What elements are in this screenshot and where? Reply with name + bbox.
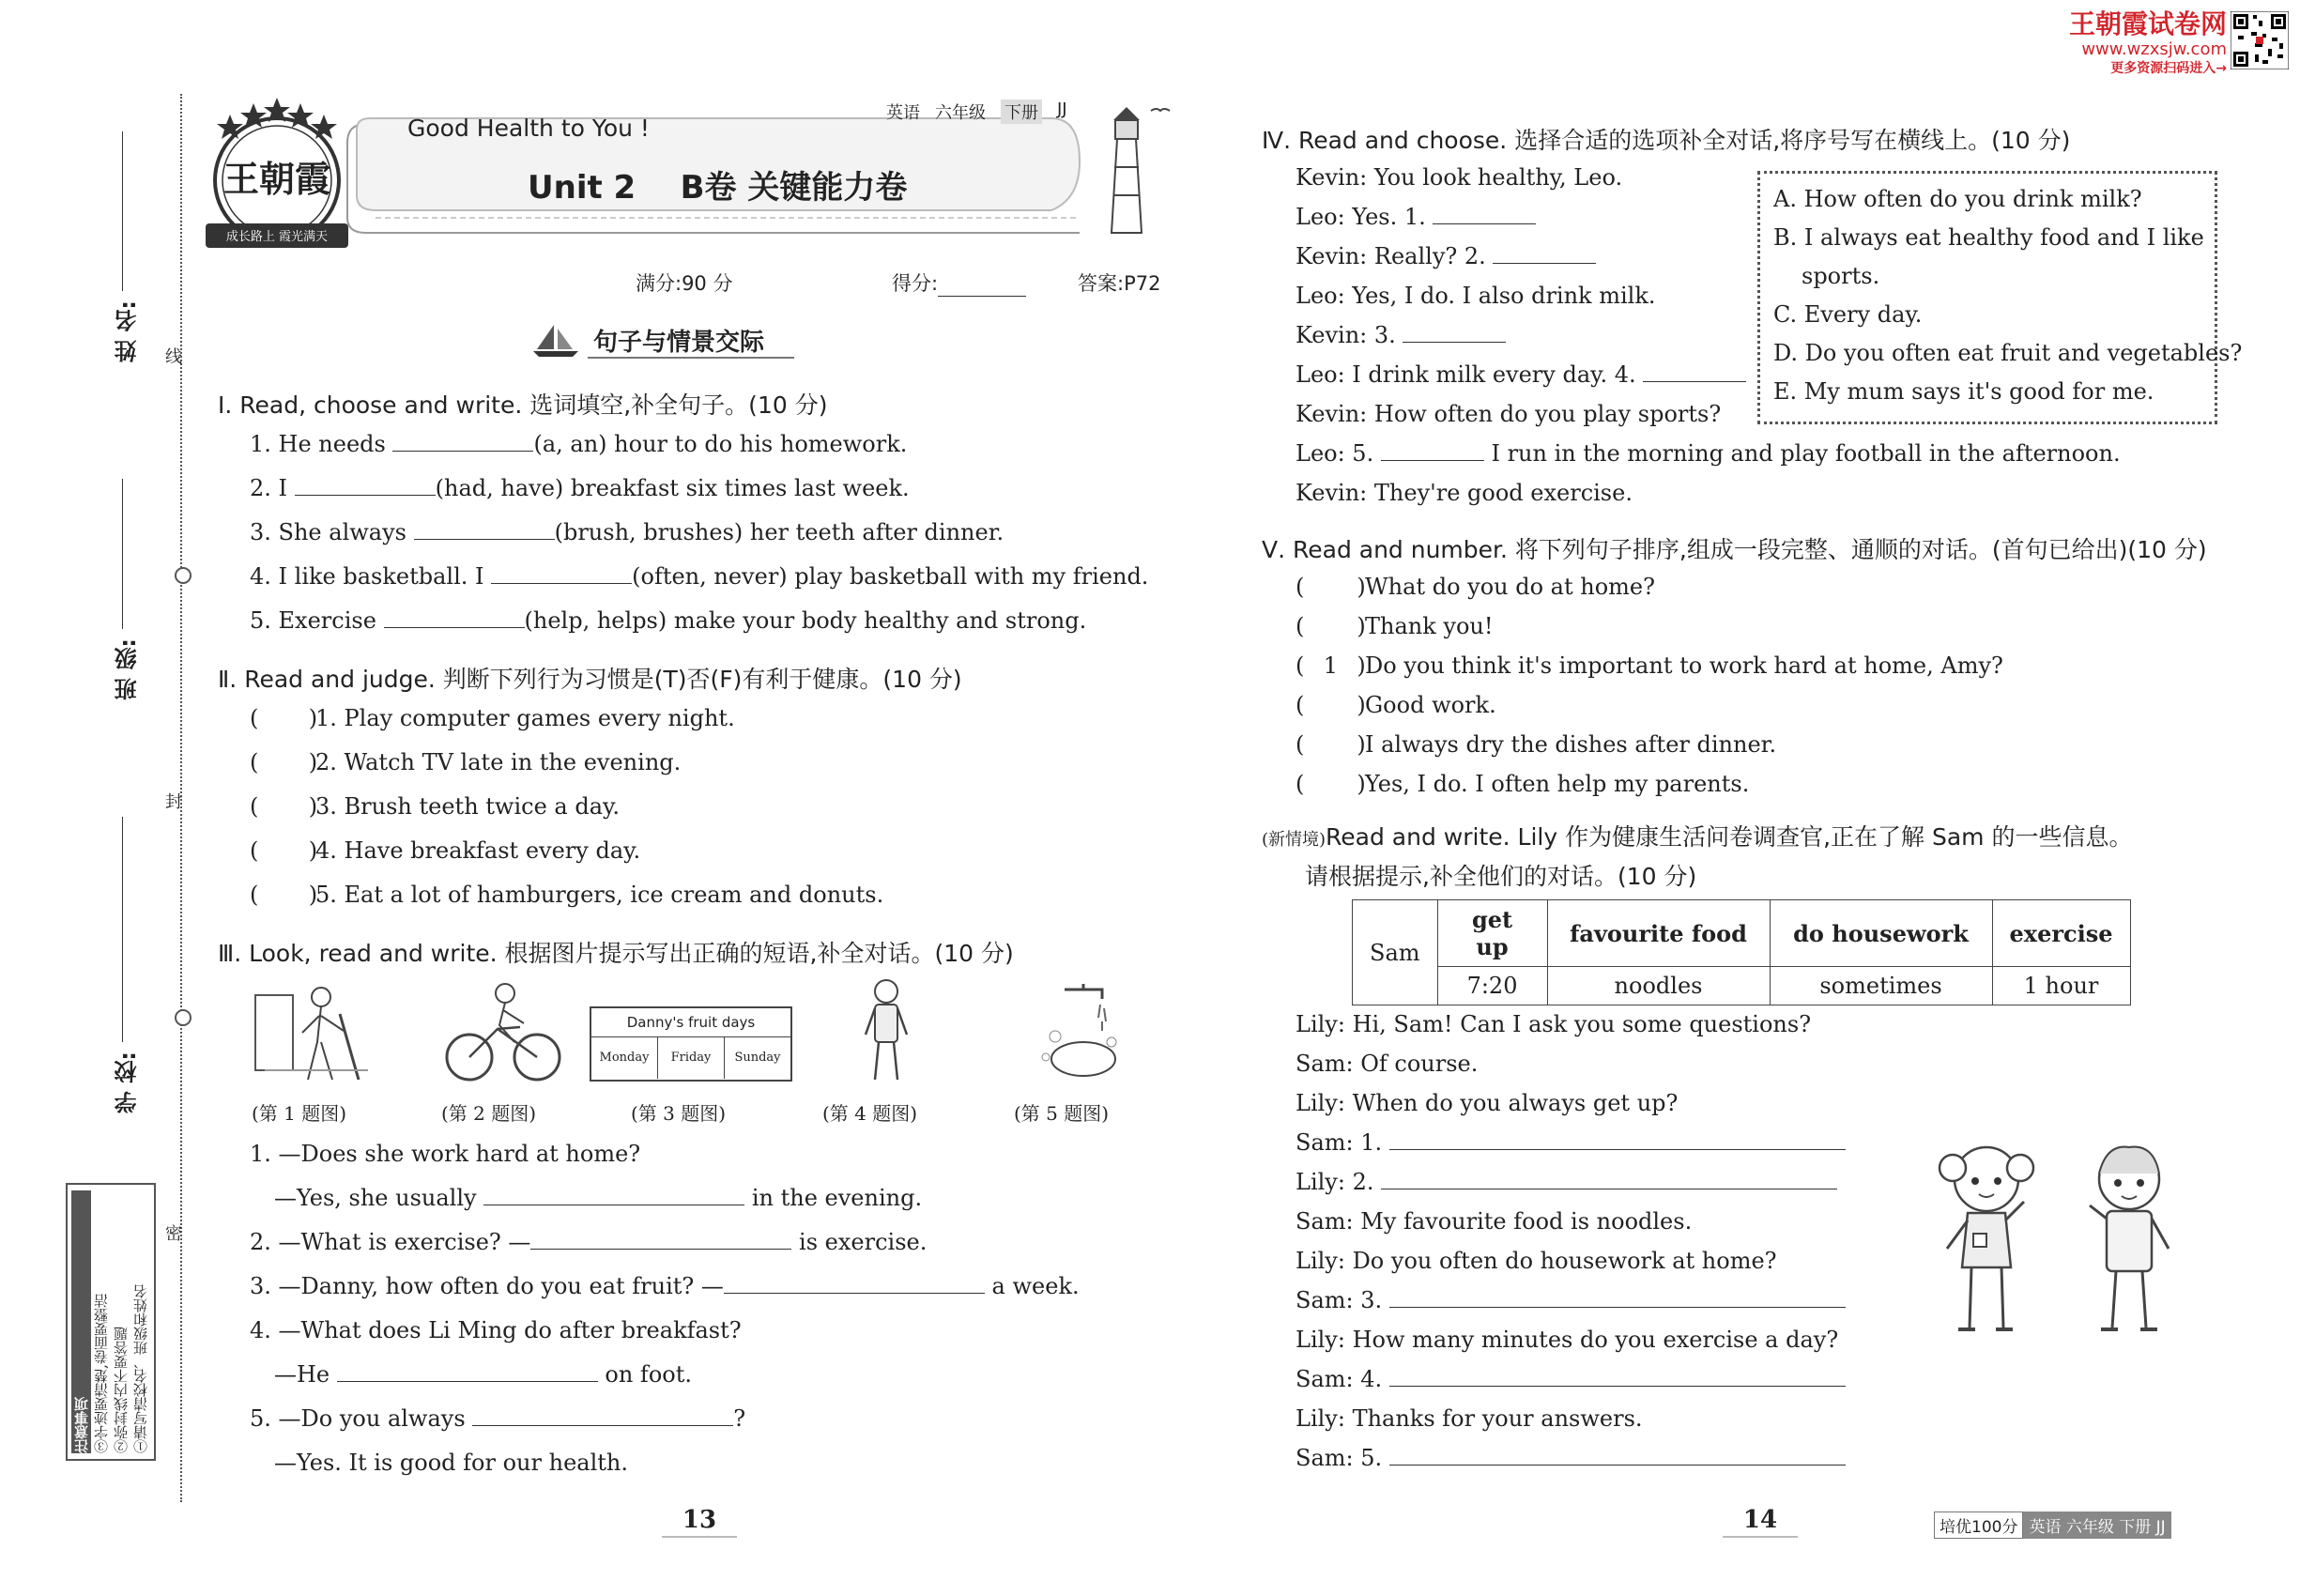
item-text: Good work. (1365, 692, 1496, 718)
fruit-day: Monday (591, 1037, 658, 1079)
footer-tag-2: 英语 六年级 下册 JJ (2023, 1512, 2170, 1539)
item-text: 5. —Do you always (250, 1405, 473, 1432)
brand-qr-hint: 更多资源扫码进入→ (2110, 61, 2227, 76)
item-text: a week. (984, 1273, 1080, 1299)
part1-title: Ⅰ. Read, choose and write. 选词填空,补全句子。(10 分) (218, 391, 828, 419)
item-text: Kevin: Really? 2. (1296, 243, 1494, 269)
item-text: is exercise. (791, 1229, 928, 1255)
name-label: 姓 名: (115, 300, 141, 362)
item-text: (brush, brushes) her teeth after dinner. (554, 519, 1004, 545)
item-text: 4. —What does Li Ming do after breakfast? (250, 1317, 742, 1343)
dialog-line (1296, 1326, 1838, 1354)
dialog-line (1296, 1050, 1478, 1078)
part3-line (250, 1272, 1080, 1300)
logo-text: 王朝霞 (222, 158, 330, 200)
unit-subtitle: Good Health to You ! (407, 115, 650, 142)
table-cell: sometimes (1770, 967, 1992, 1005)
dialog-line (1296, 1128, 1846, 1157)
dialog-line (1296, 242, 1596, 270)
part1-item (250, 518, 1004, 546)
blank-field[interactable] (1389, 1128, 1846, 1150)
item-text: (had, have) breakfast six times last week. (435, 475, 910, 501)
item-text: Sam: My favourite food is noodles. (1296, 1208, 1693, 1235)
item-text: Sam: 1. (1296, 1129, 1383, 1156)
tag-subject: 英语 (886, 103, 920, 123)
item-text: —Yes, she usually (274, 1185, 484, 1211)
order-item (1296, 770, 1749, 798)
item-text: What do you do at home? (1365, 574, 1655, 600)
item-text: I run in the morning and play football in the afternoon. (1483, 440, 2121, 467)
order-item (1296, 691, 1496, 719)
blank-field[interactable] (1403, 321, 1506, 343)
part1-item (250, 474, 910, 502)
page-number-left (657, 1506, 742, 1538)
dialog-line (1296, 321, 1506, 349)
notes-box (66, 1183, 156, 1461)
part1-item (250, 562, 1148, 591)
answer-paren[interactable]: ( ) (1296, 613, 1366, 639)
order-item (1296, 573, 1655, 601)
footer-tag (1934, 1512, 2171, 1539)
notes-title: 注意事项 (71, 1190, 91, 1453)
name-field[interactable] (111, 131, 139, 366)
item-text: —Yes. It is good for our health. (274, 1450, 628, 1476)
lily-illustration (1930, 1136, 2043, 1343)
item-text: 2. I (250, 475, 295, 501)
answer-paren[interactable]: ( ) (1296, 574, 1366, 600)
tag-term: 下册 (1001, 100, 1042, 124)
item-text: 3. She always (250, 519, 414, 545)
item-text: Sam: 5. (1296, 1445, 1383, 1471)
picture-4-walking (852, 976, 918, 1089)
blank-field[interactable] (384, 606, 525, 628)
new-context-tag: (新情境) (1262, 830, 1326, 850)
class-field[interactable] (111, 479, 139, 714)
order-item (1296, 652, 2003, 680)
item-text: ? (733, 1405, 746, 1432)
footer-tag-1: 培优100分 (1934, 1512, 2023, 1539)
dialog-line (1296, 282, 1656, 310)
item-text: 2. —What is exercise? — (250, 1229, 531, 1255)
dialog-line (1296, 1089, 1678, 1117)
answer-paren[interactable]: ( ) (250, 882, 318, 908)
item-text: 5. Exercise (250, 607, 384, 634)
school-label: 学 校: (115, 1051, 141, 1113)
blank-field[interactable] (724, 1272, 985, 1294)
school-field[interactable] (111, 817, 139, 1127)
table-row-label: Sam (1353, 900, 1438, 1005)
answer-ref: 答案:P72 (1078, 272, 1161, 295)
note-2: ②弥封线内不要答题 (113, 1327, 130, 1453)
page-number-right (1718, 1506, 1802, 1538)
item-text: Kevin: You look healthy, Leo. (1296, 164, 1623, 191)
item-text: Kevin: How often do you play sports? (1296, 401, 1722, 427)
option-d: D. Do you often eat fruit and vegetables? (1773, 340, 2243, 366)
item-text: 1. He needs (250, 431, 393, 457)
brand-url[interactable]: www.wzxsjw.com (2081, 39, 2227, 59)
item-text: Kevin: 3. (1296, 322, 1403, 348)
page-title: Unit 2 B卷 关键能力卷 (528, 169, 908, 207)
caption: (第 4 题图) (822, 1102, 918, 1125)
table-cell: noodles (1547, 967, 1770, 1005)
table-header: exercise (1992, 900, 2130, 967)
dialog-line (1296, 1010, 1811, 1038)
section-heading (531, 317, 813, 362)
logo-slogan: 成长路上 霞光满天 (225, 230, 329, 244)
blank-field[interactable] (1389, 1286, 1846, 1308)
item-text: 4. I like basketball. I (250, 563, 492, 590)
option-b-cont: sports. (1802, 263, 1880, 289)
qr-code[interactable] (2231, 11, 2289, 69)
caption: (第 3 题图) (631, 1102, 727, 1125)
binding-hole-icon (175, 567, 192, 584)
item-text: Thank you! (1365, 613, 1494, 639)
cut-mark-1: 线 (165, 347, 182, 367)
answer-paren[interactable]: ( ) (250, 837, 318, 864)
blank-field[interactable] (295, 474, 436, 496)
item-text: Do you think it's important to work hard at home, Amy? (1365, 652, 2003, 679)
blank-field[interactable] (530, 1228, 791, 1250)
fruit-days-table (590, 1006, 792, 1082)
item-text: Leo: 5. (1296, 440, 1381, 467)
part3-line (250, 1228, 927, 1256)
item-text: Lily: 2. (1296, 1169, 1374, 1195)
option-b: B. I always eat healthy food and I like (1773, 224, 2204, 251)
score-label: 得分: (892, 272, 939, 295)
sam-info-table (1352, 899, 2131, 1005)
dialog-line (1296, 1247, 1777, 1275)
picture-2-cycling (443, 976, 565, 1089)
item-text: (often, never) play basketball with my friend. (632, 563, 1149, 590)
blank-field[interactable] (414, 518, 555, 540)
option-a: A. How often do you drink milk? (1773, 186, 2142, 212)
part3-title: Ⅲ. Look, read and write. 根据图片提示写出正确的短语,补全对话。(10 分) (218, 940, 1014, 967)
blank-field[interactable] (1389, 1444, 1846, 1466)
part2-title: Ⅱ. Read and judge. 判断下列行为习惯是(T)否(F)有利于健康。(10 分) (218, 666, 962, 693)
blank-field[interactable] (1493, 242, 1596, 264)
blank-field[interactable] (483, 1184, 744, 1205)
part3-line (274, 1360, 692, 1389)
table-cell: 7:20 (1437, 967, 1547, 1005)
blank-field[interactable] (337, 1360, 598, 1382)
item-text: 4. Have breakfast every day. (315, 837, 641, 864)
blank-field[interactable] (472, 1404, 733, 1426)
dialog-line (1296, 1286, 1846, 1314)
item-text: in the evening. (744, 1185, 923, 1211)
part1-item (250, 606, 1086, 635)
caption: (第 2 题图) (441, 1102, 537, 1125)
item-text: Leo: Yes. 1. (1296, 204, 1434, 230)
part2-item (250, 748, 681, 776)
note-3: ③字迹要清楚,卷面要整洁 (93, 1294, 110, 1453)
item-text: Leo: I drink milk every day. 4. (1296, 361, 1644, 388)
part2-item (250, 836, 640, 865)
dialog-line (1296, 203, 1536, 231)
answer-paren[interactable]: ( 1 ) (1296, 652, 1366, 679)
cut-mark-2: 封 (165, 792, 182, 812)
picture-1-housework (246, 976, 377, 1089)
item-text: Sam: 3. (1296, 1287, 1383, 1313)
item-text: Yes, I do. I often help my parents. (1365, 771, 1750, 797)
fruit-day: Sunday (734, 1051, 781, 1065)
item-text: 2. Watch TV late in the evening. (315, 749, 682, 775)
sailboat-icon (531, 321, 580, 359)
part5-title: Ⅴ. Read and number. 将下列句子排序,组成一段完整、通顺的对话。(首句已给出)(10 分) (1262, 536, 2207, 563)
table-cell: 1 hour (1992, 967, 2130, 1005)
part6-title-line2: 请根据提示,补全他们的对话。(10 分) (1305, 863, 1697, 890)
dialog-line (1296, 400, 1721, 428)
item-text: (help, helps) make your body healthy and strong. (524, 607, 1087, 634)
dialog-line (1296, 1207, 1692, 1235)
part3-line (274, 1184, 922, 1212)
full-score: 满分:90 分 (636, 272, 733, 295)
item-text: 1. —Does she work hard at home? (250, 1141, 641, 1167)
item-text: (a, an) hour to do his homework. (533, 431, 908, 457)
cut-mark-3: 密 (165, 1224, 182, 1244)
item-text: Lily: Do you often do housework at home? (1296, 1248, 1777, 1274)
item-text: on foot. (597, 1361, 692, 1388)
binding-hole-icon (175, 1009, 192, 1026)
fruit-day: Friday (658, 1037, 725, 1079)
order-item (1296, 730, 1776, 759)
blank-field[interactable] (1389, 1365, 1846, 1387)
answer-paren[interactable]: ( ) (250, 749, 318, 775)
item-text: Lily: When do you always get up? (1296, 1090, 1679, 1116)
part3-line (250, 1316, 742, 1344)
dialog-line (1296, 163, 1622, 192)
item-text: Sam: Of course. (1296, 1051, 1479, 1077)
item-text: Lily: How many minutes do you exercise a day? (1296, 1327, 1839, 1353)
tag-edition: JJ (1057, 100, 1067, 119)
dialog-line (1296, 479, 1633, 507)
item-text: Lily: Hi, Sam! Can I ask you some questions? (1296, 1011, 1812, 1037)
table-header: favourite food (1547, 900, 1770, 967)
table-header: do housework (1770, 900, 1992, 967)
caption: (第 1 题图) (252, 1102, 347, 1125)
blank-field[interactable] (1381, 439, 1484, 461)
item-text: 3. —Danny, how often do you eat fruit? — (250, 1273, 724, 1299)
part3-line (250, 1140, 640, 1168)
sam-illustration (2078, 1136, 2182, 1343)
lighthouse-icon (1089, 101, 1173, 242)
item-text: Kevin: They're good exercise. (1296, 480, 1633, 506)
dialog-line (1296, 1365, 1846, 1393)
order-item (1296, 612, 1494, 640)
tag-grade: 六年级 (935, 103, 986, 123)
option-c: C. Every day. (1773, 301, 1923, 328)
part2-item (250, 704, 735, 732)
dialog-line (1296, 439, 2121, 468)
answer-paren[interactable]: ( ) (1296, 692, 1366, 718)
page-number: 13 (682, 1506, 717, 1534)
blank-field[interactable] (1381, 1168, 1837, 1189)
item-text: 3. Brush teeth twice a day. (315, 793, 621, 820)
blank-field[interactable] (1643, 361, 1746, 382)
item-text: Leo: Yes, I do. I also drink milk. (1296, 283, 1656, 309)
class-label: 班 级: (115, 638, 141, 700)
item-text: Lily: Thanks for your answers. (1296, 1405, 1643, 1432)
item-text: I always dry the dishes after dinner. (1365, 731, 1777, 758)
section-title: 句子与情景交际 (593, 329, 765, 357)
grade-tags (886, 100, 1067, 124)
part3-line (274, 1449, 628, 1477)
dialog-line (1296, 1168, 1837, 1196)
fruit-days-title: Danny's fruit days (591, 1008, 790, 1037)
answer-paren[interactable]: ( ) (250, 705, 318, 731)
dialog-line (1296, 1444, 1846, 1472)
part2-item (250, 792, 620, 821)
options-box (1757, 171, 2243, 424)
dialog-line (1296, 361, 1746, 389)
part4-title: Ⅳ. Read and choose. 选择合适的选项补全对话,将序号写在横线上。(10 分) (1262, 127, 2071, 154)
brand-block (2020, 9, 2227, 77)
dialog-line (1296, 1404, 1643, 1433)
part2-item (250, 881, 883, 909)
part1-item (250, 430, 907, 458)
part3-line (250, 1404, 745, 1433)
item-text: Read and write. Lily 作为健康生活问卷调查官,正在了解 Sam 的一些信息。 (1326, 823, 2133, 851)
picture-5-washing-hands (1027, 980, 1121, 1089)
item-text: 5. Eat a lot of hamburgers, ice cream and donuts. (315, 882, 884, 908)
item-text: —He (274, 1361, 337, 1388)
score-field[interactable] (892, 269, 1026, 297)
brand-logo (202, 94, 352, 253)
page-number: 14 (1742, 1506, 1778, 1534)
part6-title (1262, 819, 2133, 852)
item-text: 1. Play computer games every night. (315, 705, 735, 731)
answer-paren[interactable]: ( ) (1296, 731, 1366, 758)
caption: (第 5 题图) (1014, 1102, 1110, 1125)
table-header: get up (1437, 900, 1547, 967)
note-1: ①请写清校名、班级和姓名 (132, 1284, 149, 1453)
blank-field[interactable] (392, 430, 533, 452)
answer-paren[interactable]: ( ) (1296, 771, 1366, 797)
item-text: Sam: 4. (1296, 1366, 1383, 1392)
blank-field[interactable] (1433, 203, 1536, 224)
answer-paren[interactable]: ( ) (250, 793, 318, 820)
blank-field[interactable] (491, 562, 632, 584)
brand-name: 王朝霞试卷网 (2068, 8, 2227, 39)
option-e: E. My mum says it's good for me. (1773, 378, 2154, 405)
